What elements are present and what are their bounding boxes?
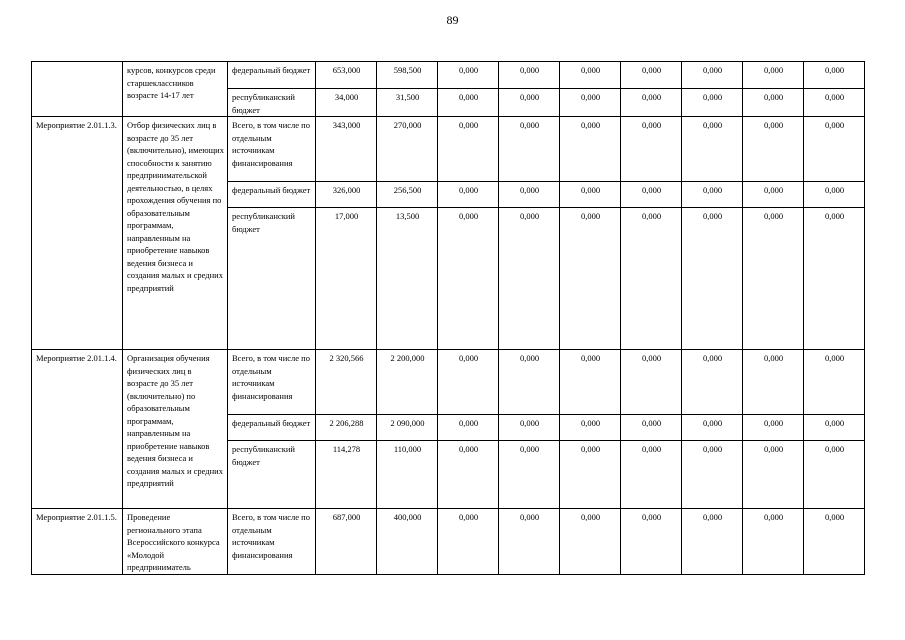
amount-cell: 0,000 (560, 117, 621, 182)
amount-cell: 0,000 (499, 208, 560, 350)
amount-cell: 2 320,566 (316, 350, 377, 415)
amount-cell: 653,000 (316, 62, 377, 89)
amount-cell: 0,000 (682, 441, 743, 509)
amount-cell: 0,000 (621, 182, 682, 208)
amount-cell: 13,500 (377, 208, 438, 350)
amount-cell: 0,000 (682, 89, 743, 117)
funding-source: Всего, в том числе по отдельным источникам финансирования (228, 117, 316, 182)
table-row (32, 62, 905, 89)
amount-cell: 0,000 (804, 62, 865, 89)
amount-cell: 0,000 (743, 415, 804, 441)
amount-cell: 0,000 (621, 350, 682, 415)
amount-cell: 598,500 (377, 62, 438, 89)
amount-cell: 0,000 (743, 208, 804, 350)
amount-cell: 0,000 (560, 509, 621, 575)
amount-cell: 0,000 (743, 441, 804, 509)
amount-cell: 110,000 (377, 441, 438, 509)
amount-cell: 0,000 (438, 350, 499, 415)
amount-cell: 2 206,288 (316, 415, 377, 441)
measure-code-cell (32, 62, 123, 117)
measure-code: Мероприятие 2.01.1.4. (32, 350, 123, 509)
amount-cell: 0,000 (438, 208, 499, 350)
amount-cell: 0,000 (743, 509, 804, 575)
funding-source: федеральный бюджет (228, 415, 316, 441)
amount-cell: 0,000 (804, 441, 865, 509)
measure-description: курсов, конкурсов среди старшеклассников возрасте 14-17 лет (123, 62, 228, 117)
amount-cell: 0,000 (499, 350, 560, 415)
amount-cell: 0,000 (743, 182, 804, 208)
amount-cell: 0,000 (743, 117, 804, 182)
amount-cell: 0,000 (621, 208, 682, 350)
funding-source: Всего, в том числе по отдельным источникам финансирования (228, 509, 316, 575)
amount-cell: 0,000 (560, 441, 621, 509)
amount-cell: 114,278 (316, 441, 377, 509)
amount-cell: 0,000 (499, 182, 560, 208)
funding-source: республиканский бюджет (228, 441, 316, 509)
amount-cell: 0,000 (804, 89, 865, 117)
table-row (32, 350, 905, 415)
measure-description: Организация обучения физических лиц в возрасте до 35 лет (включительно) по образовательным программам, направленным на приобретение навыков ведения бизнеса и создания малых и средних предприятий (123, 350, 228, 509)
amount-cell: 0,000 (499, 509, 560, 575)
amount-cell: 343,000 (316, 117, 377, 182)
amount-cell: 0,000 (560, 350, 621, 415)
measure-description: Отбор физических лиц в возрасте до 35 лет (включительно), имеющих способности к занятию предпринимательской деятельностью, в целях прохождения обучения по образовательным программам, направленным на приобретение навыков ведения бизнеса и создания малых и средних предприятий (123, 117, 228, 350)
amount-cell: 0,000 (682, 350, 743, 415)
amount-cell: 0,000 (499, 117, 560, 182)
amount-cell: 326,000 (316, 182, 377, 208)
amount-cell: 0,000 (560, 415, 621, 441)
amount-cell: 0,000 (438, 415, 499, 441)
funding-source: федеральный бюджет (228, 182, 316, 208)
amount-cell: 34,000 (316, 89, 377, 117)
funding-source: Всего, в том числе по отдельным источникам финансирования (228, 350, 316, 415)
amount-cell: 0,000 (438, 62, 499, 89)
amount-cell: 0,000 (682, 62, 743, 89)
amount-cell: 0,000 (560, 208, 621, 350)
page-number: 89 (446, 13, 459, 27)
amount-cell: 0,000 (804, 415, 865, 441)
amount-cell: 0,000 (499, 441, 560, 509)
funding-source: республиканский бюджет (228, 208, 316, 350)
amount-cell: 0,000 (438, 441, 499, 509)
amount-cell: 0,000 (438, 509, 499, 575)
amount-cell: 0,000 (682, 182, 743, 208)
measure-code: Мероприятие 2.01.1.3. (32, 117, 123, 350)
amount-cell: 0,000 (804, 509, 865, 575)
amount-cell: 0,000 (560, 62, 621, 89)
amount-cell: 0,000 (499, 62, 560, 89)
amount-cell: 2 090,000 (377, 415, 438, 441)
amount-cell: 270,000 (377, 117, 438, 182)
budget-table (31, 61, 905, 575)
amount-cell: 0,000 (804, 208, 865, 350)
amount-cell: 0,000 (682, 415, 743, 441)
amount-cell: 0,000 (621, 509, 682, 575)
amount-cell: 0,000 (804, 350, 865, 415)
amount-cell: 0,000 (621, 117, 682, 182)
measure-code: Мероприятие 2.01.1.5. (32, 509, 123, 575)
amount-cell: 0,000 (804, 182, 865, 208)
amount-cell: 0,000 (682, 117, 743, 182)
amount-cell: 31,500 (377, 89, 438, 117)
amount-cell: 0,000 (621, 89, 682, 117)
funding-source: федеральный бюджет (228, 62, 316, 89)
amount-cell: 0,000 (682, 208, 743, 350)
amount-cell: 0,000 (560, 89, 621, 117)
amount-cell: 0,000 (682, 509, 743, 575)
amount-cell: 0,000 (438, 89, 499, 117)
amount-cell: 256,500 (377, 182, 438, 208)
table-row (32, 117, 905, 182)
amount-cell: 0,000 (621, 441, 682, 509)
amount-cell: 2 200,000 (377, 350, 438, 415)
amount-cell: 0,000 (743, 89, 804, 117)
amount-cell: 0,000 (499, 89, 560, 117)
amount-cell: 0,000 (804, 117, 865, 182)
table-row (32, 509, 905, 575)
measure-description: Проведение регионального этапа Всероссийского конкурса «Молодой предприниматель (123, 509, 228, 575)
amount-cell: 687,000 (316, 509, 377, 575)
amount-cell: 0,000 (560, 182, 621, 208)
amount-cell: 0,000 (621, 62, 682, 89)
amount-cell: 400,000 (377, 509, 438, 575)
amount-cell: 0,000 (438, 182, 499, 208)
funding-source: республиканский бюджет (228, 89, 316, 117)
amount-cell: 17,000 (316, 208, 377, 350)
amount-cell: 0,000 (743, 62, 804, 89)
amount-cell: 0,000 (438, 117, 499, 182)
amount-cell: 0,000 (743, 350, 804, 415)
amount-cell: 0,000 (621, 415, 682, 441)
amount-cell: 0,000 (499, 415, 560, 441)
